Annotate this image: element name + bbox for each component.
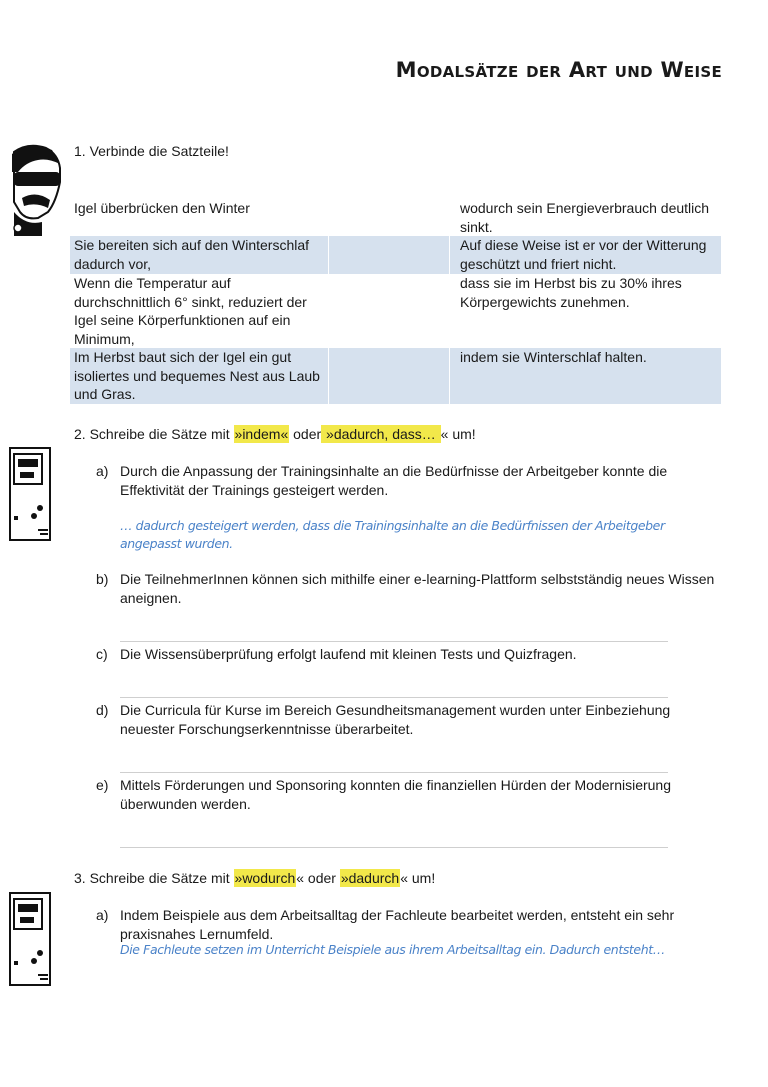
row-left-text: Wenn die Temperatur auf durchschnittlich 6° sinkt, reduziert der Igel seine Körperfunktionen auf ein Minimum, bbox=[74, 275, 307, 347]
answer-line[interactable] bbox=[120, 772, 668, 773]
game-console-icon bbox=[8, 446, 52, 545]
row-left-text: Igel überbrücken den Winter bbox=[74, 200, 250, 216]
heading-text: « um! bbox=[400, 870, 436, 886]
keyword-highlight: »wodurch bbox=[234, 870, 296, 886]
matching-table bbox=[70, 199, 721, 404]
section-3-heading bbox=[74, 870, 435, 886]
exercise-item bbox=[96, 570, 726, 608]
item-text: Die Curricula für Kurse im Bereich Gesundheitsmanagement wurden unter Einbeziehung neuester Forschungserkenntnisse überarbeitet. bbox=[120, 702, 671, 737]
heading-text: oder bbox=[289, 426, 322, 442]
row-right-text: wodurch sein Energieverbrauch deutlich sinkt. bbox=[460, 200, 710, 235]
row-link-cell bbox=[328, 274, 450, 348]
heading-text: 2. Schreibe die Sätze mit bbox=[74, 426, 234, 442]
keyword-highlight: »indem« bbox=[234, 426, 289, 442]
row-right-text: dass sie im Herbst bis zu 30% ihres Körpergewichts zunehmen. bbox=[460, 275, 682, 310]
heading-text: 3. Schreibe die Sätze mit bbox=[74, 870, 234, 886]
item-label: b) bbox=[96, 571, 109, 587]
item-label: a) bbox=[96, 463, 109, 479]
sunglasses-face-icon bbox=[8, 142, 64, 243]
row-link-cell bbox=[328, 348, 450, 404]
game-console-icon bbox=[8, 891, 52, 990]
section-1-heading: 1. Verbinde die Satzteile! bbox=[74, 143, 229, 159]
item-text: Indem Beispiele aus dem Arbeitsalltag der Fachleute bearbeitet werden, entsteht ein sehr praxisnahes Lernumfeld. bbox=[120, 907, 675, 942]
item-text: Die TeilnehmerInnen können sich mithilfe einer e-learning-Plattform selbstständig neues Wissen aneignen. bbox=[120, 571, 715, 606]
row-left-text: Im Herbst baut sich der Igel ein gut isoliertes und bequemes Nest aus Laub und Gras. bbox=[74, 349, 320, 403]
row-right-text: indem sie Winterschlaf halten. bbox=[460, 349, 647, 365]
handwritten-answer: Die Fachleute setzen im Unterricht Beispiele aus ihrem Arbeitsalltag ein. Dadurch entsteht… bbox=[120, 942, 665, 957]
keyword-highlight: »dadurch bbox=[340, 870, 400, 886]
row-right-text: Auf diese Weise ist er vor der Witterung geschützt und friert nicht. bbox=[460, 237, 707, 272]
section-2-heading bbox=[74, 426, 476, 442]
heading-text: « um! bbox=[440, 426, 476, 442]
answer-line[interactable] bbox=[120, 697, 668, 698]
heading-text: « oder bbox=[296, 870, 340, 886]
item-text: Mittels Förderungen und Sponsoring konnten die finanziellen Hürden der Modernisierung überwunden werden. bbox=[120, 777, 672, 812]
page-title: Modalsätze der Art und Weise bbox=[395, 58, 722, 82]
row-link-cell bbox=[328, 236, 450, 274]
exercise-item bbox=[96, 645, 726, 664]
exercise-item bbox=[96, 462, 726, 500]
item-label: e) bbox=[96, 777, 109, 793]
exercise-item bbox=[96, 776, 726, 814]
exercise-item bbox=[96, 701, 726, 739]
handwritten-answer: … dadurch gesteigert werden, dass die Trainingsinhalte an die Bedürfnissen der Arbeitgeber angepasst wurden. bbox=[120, 518, 665, 551]
item-label: d) bbox=[96, 702, 109, 718]
table-row bbox=[70, 199, 721, 236]
answer-line[interactable] bbox=[120, 847, 668, 848]
item-label: c) bbox=[96, 646, 108, 662]
item-label: a) bbox=[96, 907, 109, 923]
row-left-text: Sie bereiten sich auf den Winterschlaf dadurch vor, bbox=[74, 237, 310, 272]
item-text: Durch die Anpassung der Trainingsinhalte an die Bedürfnisse der Arbeitgeber konnte die Effektivität der Trainings gesteigert werden. bbox=[120, 463, 668, 498]
row-link-cell bbox=[328, 199, 450, 236]
exercise-item bbox=[96, 906, 726, 944]
keyword-highlight: »dadurch, dass… bbox=[322, 426, 440, 442]
table-row bbox=[70, 348, 721, 404]
table-row bbox=[70, 274, 721, 348]
item-text: Die Wissensüberprüfung erfolgt laufend mit kleinen Tests und Quizfragen. bbox=[120, 646, 577, 662]
answer-line[interactable] bbox=[120, 641, 668, 642]
table-row bbox=[70, 236, 721, 274]
